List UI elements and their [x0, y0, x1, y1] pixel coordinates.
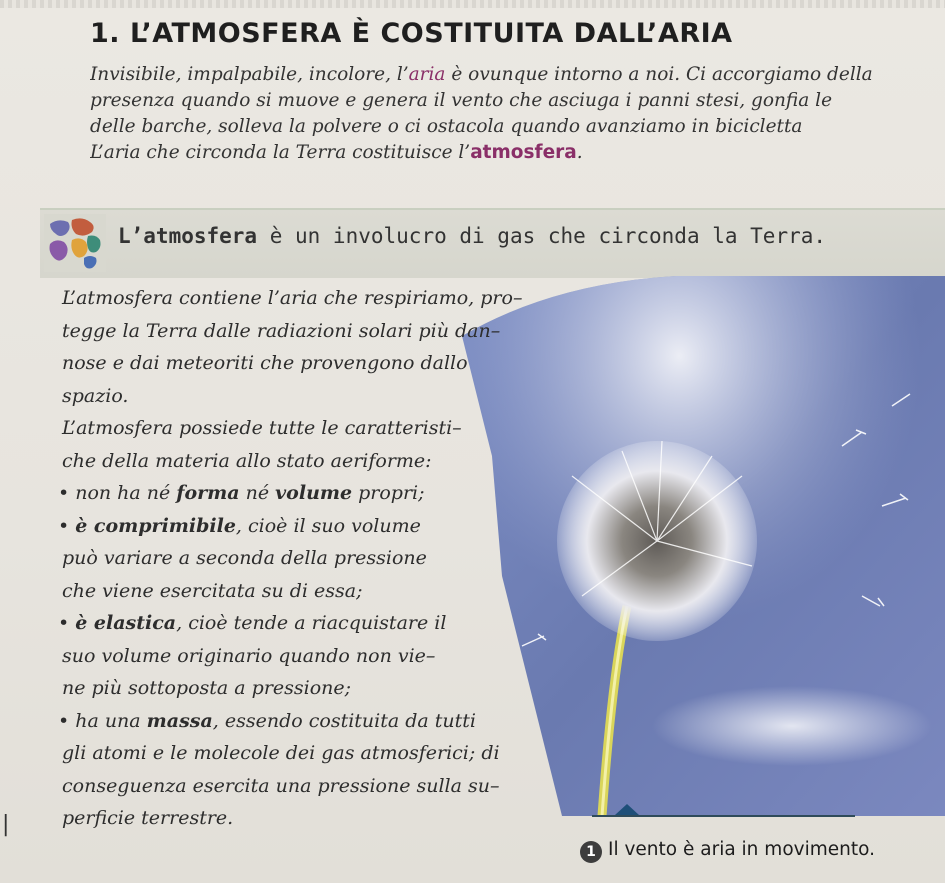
- body-line: può variare a seconda della pressione: [62, 547, 427, 569]
- body-line: ne più sottoposta a pressione;: [62, 677, 352, 699]
- page-top-edge: [0, 0, 945, 8]
- keyword-massa: massa: [146, 709, 213, 732]
- body-line: perficie terrestre.: [62, 807, 234, 829]
- list-text: , essendo costituita da tutti: [212, 709, 476, 732]
- body-line: che della materia allo stato aeriforme:: [62, 449, 432, 472]
- body-line: conseguenza esercita una pressione sulla su–: [62, 774, 500, 797]
- body-line: che viene esercitata su di essa;: [62, 579, 363, 602]
- bullet-icon: •: [58, 482, 70, 504]
- keyword-elastica: è elastica: [75, 612, 177, 634]
- caption-number: 1: [580, 841, 602, 863]
- body-line: L’atmosfera contiene l’aria che respiriamo, pro–: [62, 287, 523, 309]
- list-text: non ha né: [75, 482, 177, 504]
- list-text: , cioè il suo volume: [235, 514, 421, 537]
- world-map-icon: [44, 214, 106, 272]
- body-paragraph: [58, 282, 562, 835]
- bullet-icon: •: [58, 514, 70, 537]
- list-item: [58, 510, 562, 543]
- caption-divider: [592, 815, 855, 817]
- intro-line: [90, 62, 940, 88]
- intro-line: presenza quando si muove e genera il vento che asciuga i panni stesi, gonfia le: [90, 90, 833, 111]
- definition-term: L’atmosfera: [118, 224, 258, 248]
- keyword-comprimibile: è comprimibile: [75, 514, 236, 537]
- intro-line: [90, 140, 940, 166]
- definition-body: è un involucro di gas che circonda la Terra.: [257, 224, 827, 248]
- body-line: suo volume originario quando non vie–: [62, 644, 436, 667]
- list-item: [58, 705, 562, 738]
- intro-text: è ovunque intorno a noi. Ci accorgiamo della: [445, 64, 873, 85]
- intro-text: .: [576, 142, 583, 163]
- list-text: propri;: [352, 482, 425, 504]
- keyword-forma: forma: [176, 482, 240, 504]
- section-heading: 1. L’ATMOSFERA È COSTITUITA DALL’ARIA: [90, 18, 733, 49]
- list-item: [58, 607, 562, 640]
- body-line: L’atmosfera possiede tutte le caratteristi–: [62, 417, 462, 439]
- list-text: , cioè tende a riacquistare il: [176, 612, 447, 634]
- list-item: [58, 477, 562, 510]
- intro-line: delle barche, solleva la polvere o ci ostacola quando avanziamo in bicicletta: [90, 116, 803, 137]
- keyword-atmosfera: atmosfera: [470, 142, 577, 163]
- list-text: ha una: [75, 709, 147, 732]
- bullet-icon: •: [58, 612, 70, 634]
- list-text: né: [239, 482, 276, 504]
- photo-caption: Il vento è aria in movimento.: [608, 839, 875, 860]
- body-line: gli atomi e le molecole dei gas atmosferici; di: [62, 742, 500, 764]
- bullet-icon: •: [58, 709, 70, 732]
- caption-pointer-icon: [615, 804, 639, 815]
- body-line: spazio.: [62, 384, 129, 407]
- body-line: nose e dai meteoriti che provengono dallo: [62, 352, 468, 374]
- keyword-aria: aria: [408, 64, 446, 85]
- definition-text: [118, 224, 826, 248]
- intro-text: L’aria che circonda la Terra costituisce l’: [90, 142, 471, 163]
- body-line: tegge la Terra dalle radiazioni solari più dan–: [62, 319, 501, 342]
- keyword-volume: volume: [275, 482, 353, 504]
- intro-text: Invisibile, impalpabile, incolore, l’: [90, 64, 409, 85]
- intro-paragraph: [90, 62, 940, 166]
- margin-mark: |: [2, 812, 10, 837]
